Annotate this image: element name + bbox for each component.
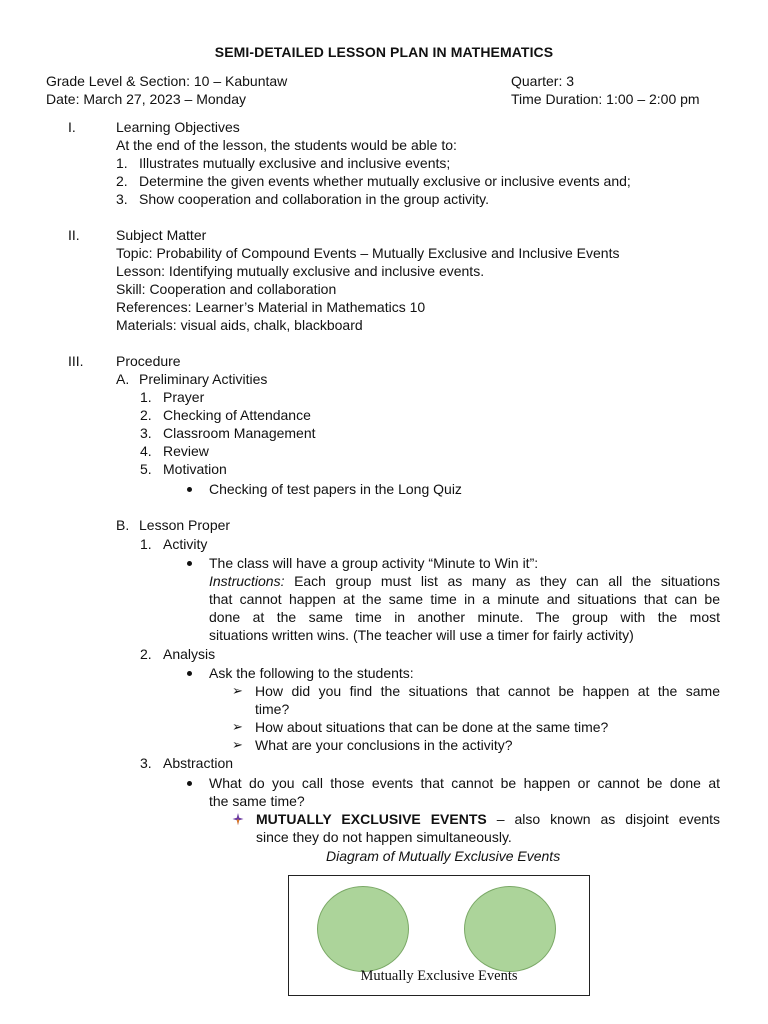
activity-instructions-line: situations written wins. (The teacher will use a timer for fairly activity) [209,627,634,643]
term-mutually-exclusive: MUTUALLY EXCLUSIVE EVENTS [256,811,487,827]
prelim-item: Prayer [163,389,205,405]
bullet-icon [187,781,192,786]
prelim-number: 5. [140,461,152,477]
section-3-number: III. [68,353,84,369]
arrowhead-bullet-icon: ➢ [232,683,243,698]
subject-lesson: Lesson: Identifying mutually exclusive and inclusive events. [116,263,485,279]
analysis-question: How about situations that can be done at the same time? [255,719,609,735]
prelim-number: 4. [140,443,152,459]
activity-instructions-line: that cannot happen at the same time in a minute and situations that can be [209,591,720,607]
analysis-question: How did you find the situations that cannot be happen at the same [255,683,720,699]
section-1-number: I. [68,119,76,135]
part-a-heading: Preliminary Activities [139,371,268,387]
event-b-circle [464,886,556,972]
instructions-label: Instructions: [209,573,285,589]
subject-materials: Materials: visual aids, chalk, blackboard [116,317,363,333]
arrowhead-bullet-icon: ➢ [232,737,243,752]
analysis-label: Analysis [163,646,216,662]
abstraction-label: Abstraction [163,755,234,771]
section-1-intro: At the end of the lesson, the students would be able to: [116,137,457,153]
part-b-heading: Lesson Proper [139,517,231,533]
part-b-letter: B. [116,517,130,533]
objective-text: Determine the given events whether mutually exclusive or inclusive events and; [139,173,631,189]
diagram-caption: Mutually Exclusive Events [360,968,518,984]
objective-number: 2. [116,173,128,189]
quarter: Quarter: 3 [511,73,575,89]
diagram-title: Diagram of Mutually Exclusive Events [326,848,561,864]
activity-label: Activity [163,536,208,552]
mutually-exclusive-diagram [288,875,590,996]
prelim-item: Motivation [163,461,227,477]
section-3-heading: Procedure [116,353,181,369]
subject-topic: Topic: Probability of Compound Events – Mutually Exclusive and Inclusive Events [116,245,620,261]
prelim-item: Review [163,443,209,459]
section-2-heading: Subject Matter [116,227,207,243]
bullet-icon [187,487,192,492]
event-a-circle [317,886,409,972]
bullet-icon [187,561,192,566]
part-a-letter: A. [116,371,130,387]
activity-instructions-line: done at the same time in another minute. The group with the most [209,609,720,625]
analysis-question-cont: time? [255,701,290,717]
analysis-question: What are your conclusions in the activity? [255,737,513,753]
arrowhead-bullet-icon: ➢ [232,719,243,734]
prelim-item: Classroom Management [163,425,316,441]
definition-text-cont: since they do not happen simultaneously. [256,829,512,845]
subject-references: References: Learner’s Material in Mathematics 10 [116,299,426,315]
lesson-date: Date: March 27, 2023 – Monday [46,91,247,107]
analysis-number: 2. [140,646,152,662]
section-1-heading: Learning Objectives [116,119,240,135]
objective-text: Illustrates mutually exclusive and inclusive events; [139,155,451,171]
instructions-text: Each group must list as many as they can all the situations [294,573,721,589]
prelim-number: 3. [140,425,152,441]
prelim-number: 1. [140,389,152,405]
abstraction-number: 3. [140,755,152,771]
objective-number: 1. [116,155,128,171]
prelim-number: 2. [140,407,152,423]
activity-number: 1. [140,536,152,552]
time-duration: Time Duration: 1:00 – 2:00 pm [511,91,700,107]
abstraction-bullet-text-cont: the same time? [209,793,305,809]
objective-text: Show cooperation and collaboration in the group activity. [139,191,489,207]
objective-number: 3. [116,191,128,207]
bullet-icon [187,671,192,676]
subject-skill: Skill: Cooperation and collaboration [116,281,337,297]
activity-bullet-text: The class will have a group activity “Minute to Win it”: [209,555,539,571]
activity-instructions-line [209,572,720,590]
analysis-bullet-text: Ask the following to the students: [209,665,414,681]
four-point-star-bullet-icon [232,812,244,826]
document-title: SEMI-DETAILED LESSON PLAN IN MATHEMATICS [214,44,554,60]
definition-text: – also known as disjoint events [496,811,721,827]
definition-line [256,810,720,828]
motivation-bullet-text: Checking of test papers in the Long Quiz [209,481,462,497]
prelim-item: Checking of Attendance [163,407,311,423]
abstraction-bullet-text: What do you call those events that cannot be happen or cannot be done at [209,775,720,791]
section-2-number: II. [68,227,80,243]
grade-section: Grade Level & Section: 10 – Kabuntaw [46,73,288,89]
